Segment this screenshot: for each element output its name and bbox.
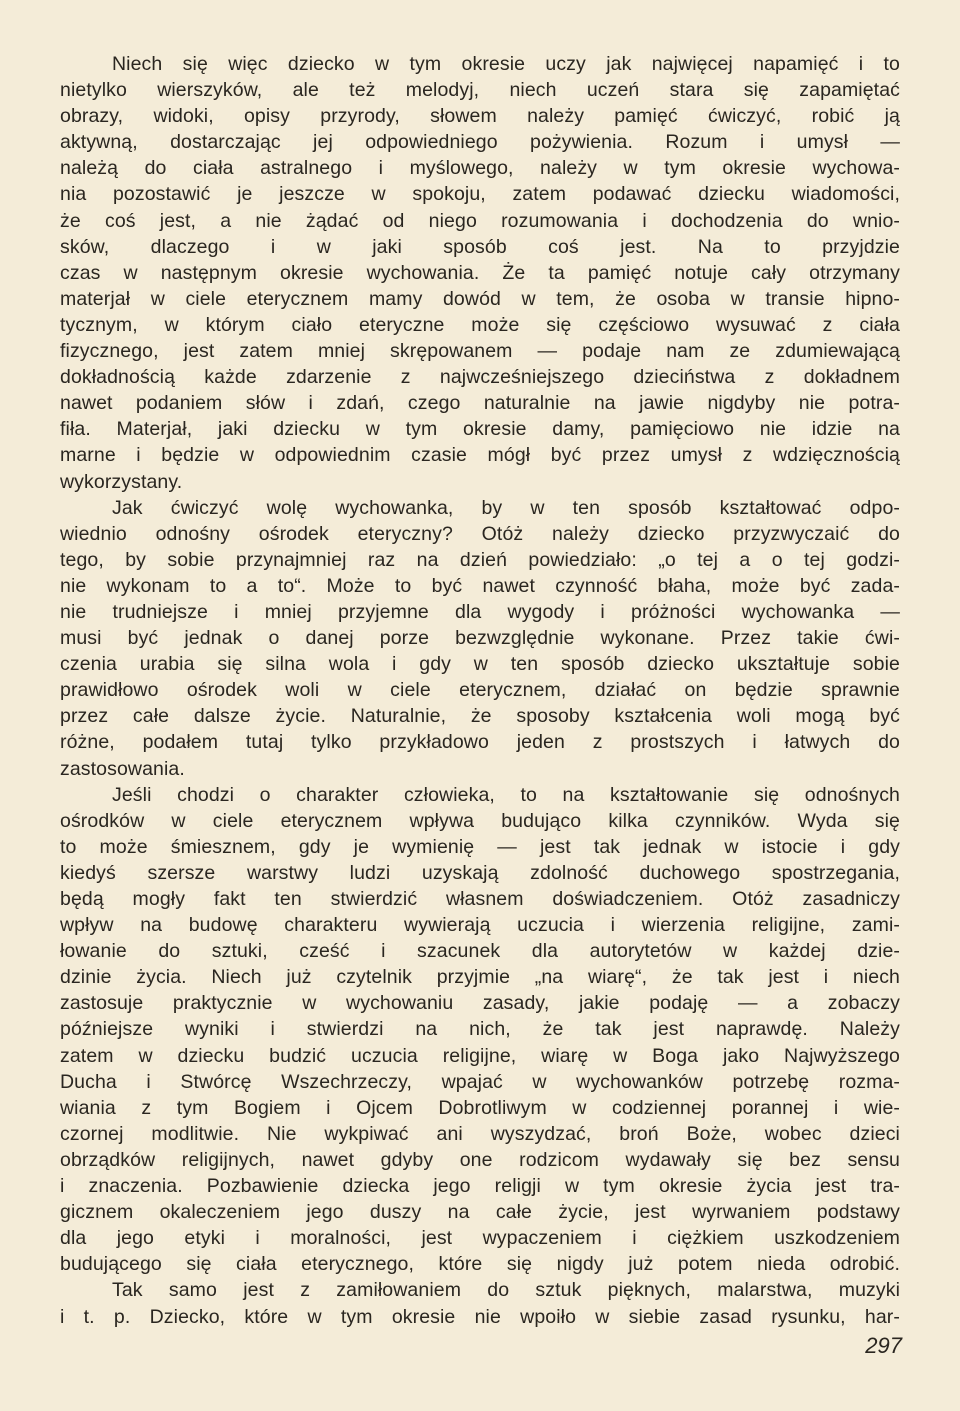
text-line: zastosowania.	[60, 757, 185, 780]
text-line: sków, dlaczego i w jaki sposób coś jest. Na to przyjdzie	[60, 235, 900, 258]
text-line: będą mogły fakt ten stwierdzić własnem doświadczeniem. Otóż zasadniczy	[60, 888, 900, 910]
text-line: łowanie do sztuki, cześć i szacunek dla autorytetów w każdej dzie-	[60, 940, 900, 963]
text-line: czenia urabia się silna wola i gdy w ten sposób dziecko ukształtuje sobie	[60, 653, 900, 676]
text-line: Jak ćwiczyć wolę wychowanka, by w ten sposób kształtować odpo-	[112, 496, 900, 519]
text-line: prawidłowo ośrodek woli w ciele eterycznem, działać on będzie sprawnie	[60, 679, 900, 702]
text-line: zatem w dziecku budzić uczucia religijne, wiarę w Boga jako Najwyższego	[60, 1044, 900, 1067]
text-line: przez całe dalsze życie. Naturalnie, że sposoby kształcenia woli mogą być	[60, 705, 900, 728]
text-line: fizycznego, jest zatem mniej skrępowanem — podaje nam ze zdumiewającą	[60, 340, 900, 363]
text-line: materjał w ciele eterycznem mamy dowód w tem, że osoba w transie hipno-	[60, 287, 900, 310]
text-line: wiednio odnośny ośrodek eteryczny? Otóż należy dziecko przyzwyczaić do	[60, 522, 900, 545]
text-line: marne i będzie w odpowiednim czasie mógł być przez umysł z wdzięcznością	[60, 444, 900, 467]
text-line: późniejsze wyniki i stwierdzi na nich, że tak jest naprawdę. Należy	[60, 1018, 900, 1041]
text-line: to może śmiesznem, gdy je wymienię — jest tak jednak w istocie i gdy	[60, 835, 900, 858]
text-line: gicznem okaleczeniem jego duszy na całe życie, jest wyrwaniem podstawy	[60, 1201, 900, 1224]
text-line: musi być jednak o danej porze bezwzględnie wykonane. Przez takie ćwi-	[60, 627, 900, 650]
text-line: ośrodków w ciele eterycznem wpływa budująco kilka czynników. Wyda się	[60, 809, 900, 832]
text-line: że coś jest, a nie żądać od niego rozumowania i dochodzenia do wnio-	[60, 209, 900, 232]
text-line: fiła. Materjał, jaki dziecku w tym okresie damy, pamięciowo nie idzie na	[60, 418, 900, 441]
text-line: dla jego etyki i moralności, jest wypaczeniem i ciężkiem uszkodzeniem	[60, 1227, 900, 1250]
text-line: wiania z tym Bogiem i Ojcem Dobrotliwym w codziennej porannej i wie-	[60, 1096, 900, 1119]
text-line: dzinie życia. Niech już czytelnik przyjmie „na wiarę“, że tak jest i niech	[60, 966, 900, 989]
text-line: dokładnością każde zdarzenie z najwcześniejszego dzieciństwa z dokładnem	[60, 366, 900, 389]
text-line: Jeśli chodzi o charakter człowieka, to na kształtowanie się odnośnych	[112, 783, 900, 806]
text-line: nawet podaniem słów i zdań, czego naturalnie na jawie nigdyby nie potra-	[60, 392, 900, 415]
text-line: tego, by sobie przynajmniej raz na dzień powiedziało: „o tej a o tej godzi-	[60, 548, 900, 571]
text-line: budującego się ciała eterycznego, które się nigdy już potem nieda odrobić.	[60, 1253, 900, 1276]
text-line: i znaczenia. Pozbawienie dziecka jego religji w tym okresie życia jest tra-	[60, 1175, 900, 1198]
text-line: wpływ na budowę charakteru wywierają uczucia i wierzenia religijne, zami-	[60, 914, 900, 937]
text-line: nie trudniejsze i mniej przyjemne dla wygody i próżności wychowanka —	[60, 600, 900, 623]
page-number: 297	[865, 1333, 902, 1358]
text-line: czas w następnym okresie wychowania. Że ta pamięć notuje cały otrzymany	[60, 261, 900, 284]
text-line: i t. p. Dziecko, które w tym okresie nie wpoiło w siebie zasad rysunku, har-	[60, 1305, 900, 1328]
text-line: tycznym, w którym ciało eteryczne może się częściowo wysuwać z ciała	[60, 313, 900, 336]
text-line: Ducha i Stwórcę Wszechrzeczy, wpajać w wychowanków potrzebę rozma-	[60, 1070, 900, 1093]
text-line: nia pozostawić je jeszcze w spokoju, zatem podawać dziecku wiadomości,	[60, 183, 900, 206]
text-line: zastosuje praktycznie w wychowaniu zasady, jakie podaję — a zobaczy	[60, 992, 900, 1015]
text-line: kiedyś szersze warstwy ludzi uzyskają zdolność duchowego spostrzegania,	[60, 861, 900, 884]
text-line: czornej modlitwie. Nie wykpiwać ani wyszydzać, broń Boże, wobec dzieci	[60, 1122, 900, 1145]
text-line: aktywną, dostarczając jej odpowiedniego pożywienia. Rozum i umysł —	[60, 131, 900, 154]
text-line: obrządków religijnych, nawet gdyby one rodzicom wydawały się bez sensu	[60, 1148, 900, 1171]
text-line: należą do ciała astralnego i myślowego, należy w tym okresie wychowa-	[60, 157, 900, 180]
text-line: Niech się więc dziecko w tym okresie uczy jak najwięcej napamięć i to	[112, 53, 900, 75]
text-line: Tak samo jest z zamiłowaniem do sztuk pięknych, malarstwa, muzyki	[112, 1279, 900, 1302]
text-line: nietylko wierszyków, ale też melodyj, niech uczeń stara się zapamiętać	[60, 79, 900, 102]
body-text	[60, 51, 900, 1330]
text-line: różne, podałem tutaj tylko przykładowo jeden z prostszych i łatwych do	[60, 731, 900, 754]
text-line: obrazy, widoki, opisy przyrody, słowem należy pamięć ćwiczyć, robić ją	[60, 105, 900, 128]
text-line: nie wykonam to a to“. Może to być nawet czynność błaha, może być zada-	[60, 574, 900, 597]
text-line: wykorzystany.	[60, 470, 183, 493]
